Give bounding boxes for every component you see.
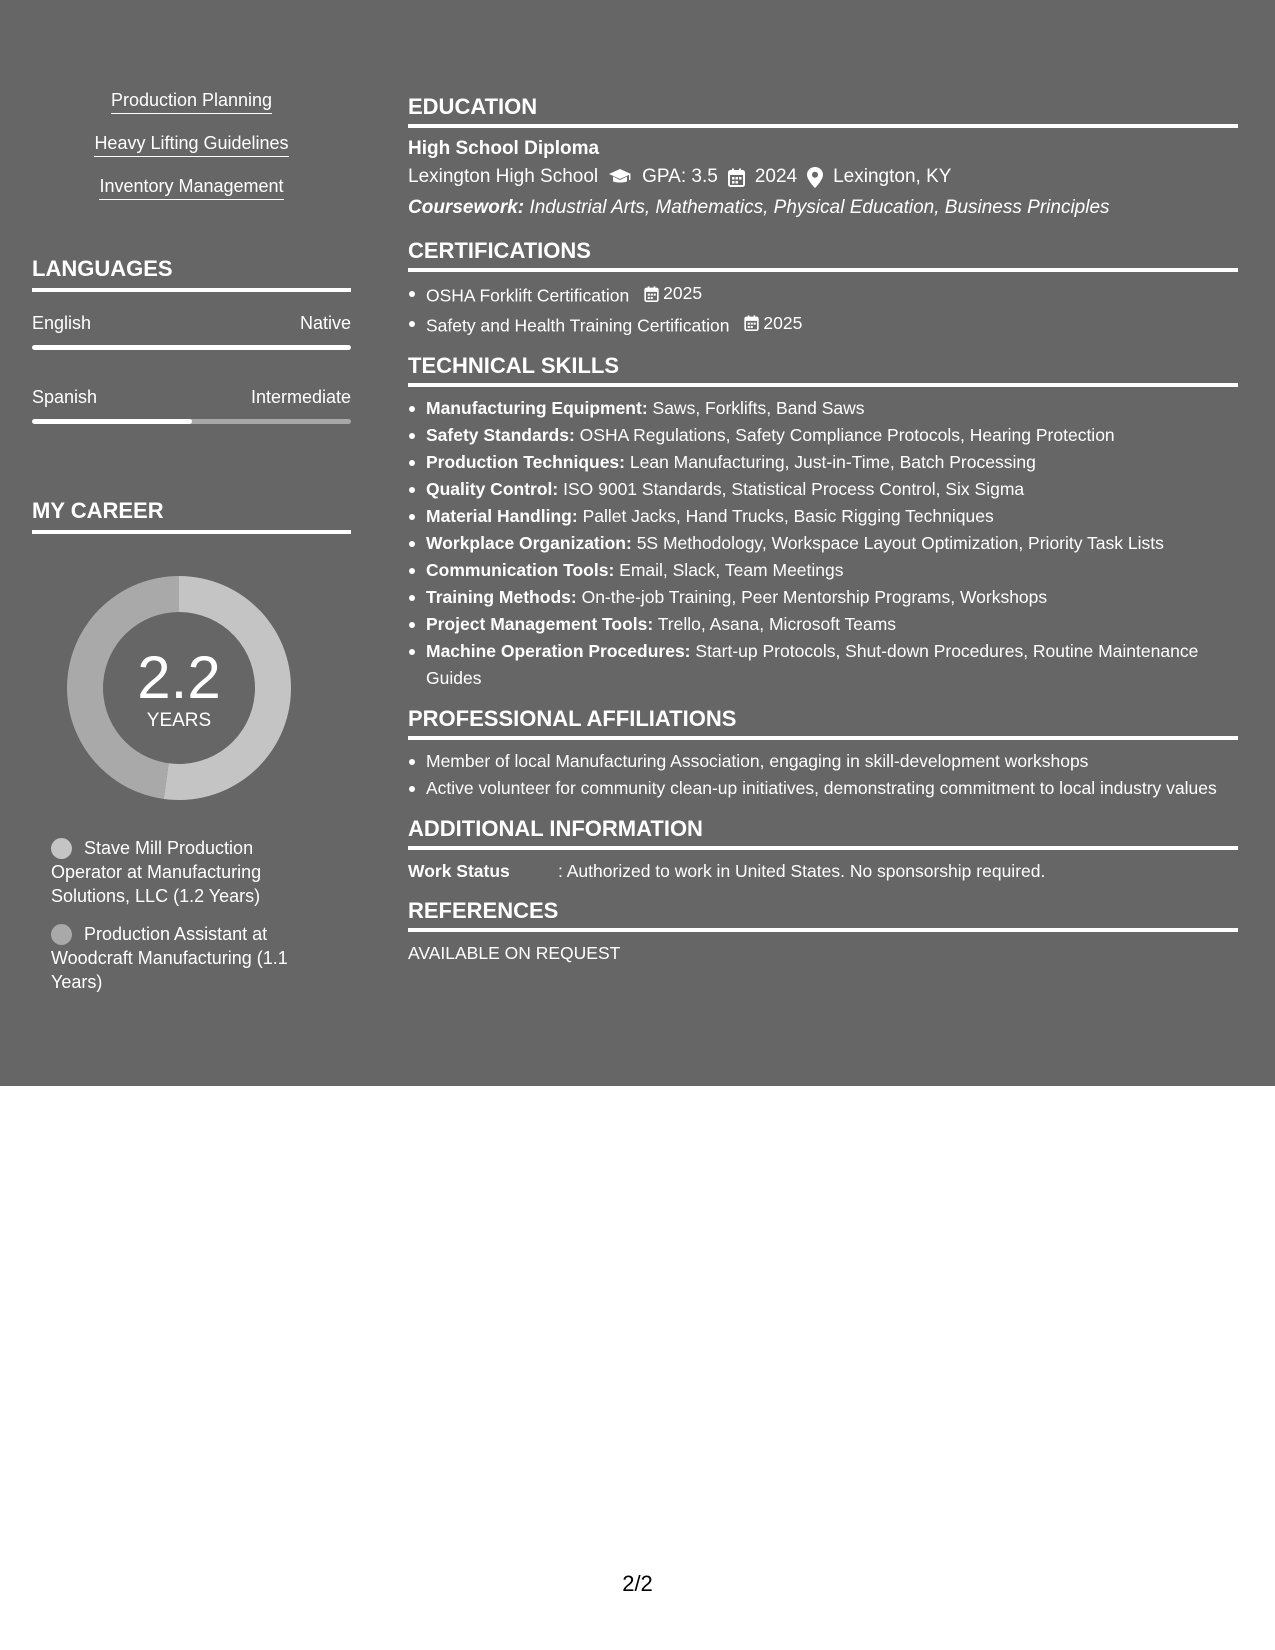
skill-details: Email, Slack, Team Meetings — [619, 560, 844, 580]
page-number: 2/2 — [622, 1571, 653, 1596]
skill-details: Saws, Forklifts, Band Saws — [652, 398, 865, 418]
certifications-section — [408, 238, 1238, 339]
skill-details: 5S Methodology, Workspace Layout Optimization, Priority Task Lists — [636, 533, 1164, 553]
career-section — [32, 498, 351, 534]
skill-item — [408, 638, 1238, 692]
career-item-text: Production Assistant at Woodcraft Manufacturing (1.1 Years) — [51, 924, 288, 992]
graduation-cap-icon — [608, 168, 632, 186]
skill-item — [408, 530, 1238, 557]
career-item-text: Stave Mill Production Operator at Manufacturing Solutions, LLC (1.2 Years) — [51, 838, 262, 906]
career-legend-dot — [51, 924, 72, 945]
skill-category: Manufacturing Equipment: — [426, 398, 648, 418]
career-total-unit: YEARS — [146, 710, 212, 731]
skill-category: Workplace Organization: — [426, 533, 632, 553]
language-level: Native — [299, 313, 351, 333]
skill-item — [408, 611, 1238, 638]
certification-item — [408, 310, 1238, 340]
skill-details: On-the-job Training, Peer Mentorship Programs, Workshops — [581, 587, 1048, 607]
skill-tag: Production Planning — [111, 88, 272, 114]
education-section — [408, 94, 1238, 224]
language-item — [32, 312, 351, 350]
certification-year: 2025 — [663, 283, 703, 303]
references-section — [408, 898, 1238, 966]
affiliations-heading: PROFESSIONAL AFFILIATIONS — [408, 706, 1238, 740]
skill-details: Lean Manufacturing, Just-in-Time, Batch Processing — [629, 452, 1036, 472]
skill-tag: Heavy Lifting Guidelines — [94, 131, 288, 157]
technical-skills-heading: TECHNICAL SKILLS — [408, 353, 1238, 387]
additional-info-heading: ADDITIONAL INFORMATION — [408, 816, 1238, 850]
certification-item — [408, 280, 1238, 310]
affiliations-section — [408, 706, 1238, 802]
skill-item — [408, 449, 1238, 476]
certifications-list — [408, 280, 1238, 339]
certification-year: 2025 — [763, 312, 803, 333]
language-name: English — [32, 313, 92, 333]
work-status-value: : Authorized to work in United States. No sponsorship required. — [558, 861, 1046, 881]
skill-category: Project Management Tools: — [426, 614, 654, 634]
career-item — [51, 836, 321, 908]
skill-item — [408, 422, 1238, 449]
skill-details: ISO 9001 Standards, Statistical Process Control, Six Sigma — [563, 479, 1025, 499]
education-details — [408, 162, 1238, 192]
certifications-heading: CERTIFICATIONS — [408, 238, 1238, 272]
calendar-icon — [744, 315, 759, 331]
degree-title: High School Diploma — [408, 138, 600, 159]
skill-category: Material Handling: — [426, 506, 578, 526]
career-total-value: 2.2 — [137, 644, 221, 711]
references-heading: REFERENCES — [408, 898, 1238, 932]
skill-item — [408, 395, 1238, 422]
certification-name: OSHA Forklift Certification — [426, 285, 630, 306]
languages-heading: LANGUAGES — [32, 256, 351, 292]
references-text: AVAILABLE ON REQUEST — [408, 943, 621, 963]
calendar-icon — [728, 168, 745, 187]
skills-list — [32, 88, 351, 217]
skill-item — [408, 557, 1238, 584]
language-proficiency-fill — [32, 419, 192, 424]
graduation-year: 2024 — [754, 166, 798, 187]
skill-tag: Inventory Management — [99, 174, 283, 200]
language-level: Intermediate — [250, 387, 351, 407]
languages-section — [32, 256, 351, 424]
education-heading: EDUCATION — [408, 94, 1238, 128]
career-item — [51, 922, 321, 994]
work-status-row — [408, 858, 1238, 884]
main-content — [408, 94, 1238, 980]
school-location: Lexington, KY — [833, 166, 952, 187]
location-pin-icon — [807, 167, 823, 188]
language-proficiency-bar — [32, 345, 351, 350]
skill-category: Machine Operation Procedures: — [426, 641, 691, 661]
additional-info-section — [408, 816, 1238, 884]
affiliation-item: Active volunteer for community clean-up initiatives, demonstrating commitment to local industry values — [408, 775, 1238, 802]
work-status-label: Work Status — [408, 861, 510, 881]
skill-item — [408, 503, 1238, 530]
gpa: GPA: 3.5 — [642, 166, 718, 187]
language-name: Spanish — [32, 387, 98, 407]
skill-details: Trello, Asana, Microsoft Teams — [657, 614, 897, 634]
skill-category: Safety Standards: — [426, 425, 575, 445]
skill-item — [408, 584, 1238, 611]
technical-skills-list — [408, 395, 1238, 692]
skill-category: Production Techniques: — [426, 452, 625, 472]
technical-skills-section — [408, 353, 1238, 692]
certification-name: Safety and Health Training Certification — [426, 315, 730, 335]
affiliation-item: Member of local Manufacturing Association, engaging in skill-development workshops — [408, 748, 1238, 775]
coursework-list: Industrial Arts, Mathematics, Physical Education, Business Principles — [529, 197, 1110, 218]
career-heading: MY CAREER — [32, 498, 351, 534]
skill-category: Quality Control: — [426, 479, 559, 499]
skill-category: Training Methods: — [426, 587, 577, 607]
skill-details: OSHA Regulations, Safety Compliance Protocols, Hearing Protection — [579, 425, 1115, 445]
coursework — [408, 192, 1238, 224]
career-list — [51, 836, 321, 1008]
language-item — [32, 386, 351, 424]
coursework-label: Coursework: — [408, 197, 525, 218]
skill-item — [408, 476, 1238, 503]
skill-category: Communication Tools: — [426, 560, 615, 580]
career-legend-dot — [51, 838, 72, 859]
language-proficiency-bar — [32, 419, 351, 424]
skill-details: Start-up Protocols, Shut-down Procedures, Routine Maintenance Guides — [426, 641, 1199, 688]
school-name: Lexington High School — [408, 166, 599, 187]
affiliations-list — [408, 748, 1238, 802]
language-proficiency-fill — [32, 345, 351, 350]
skill-details: Pallet Jacks, Hand Trucks, Basic Rigging Techniques — [582, 506, 994, 526]
calendar-icon — [644, 286, 659, 302]
